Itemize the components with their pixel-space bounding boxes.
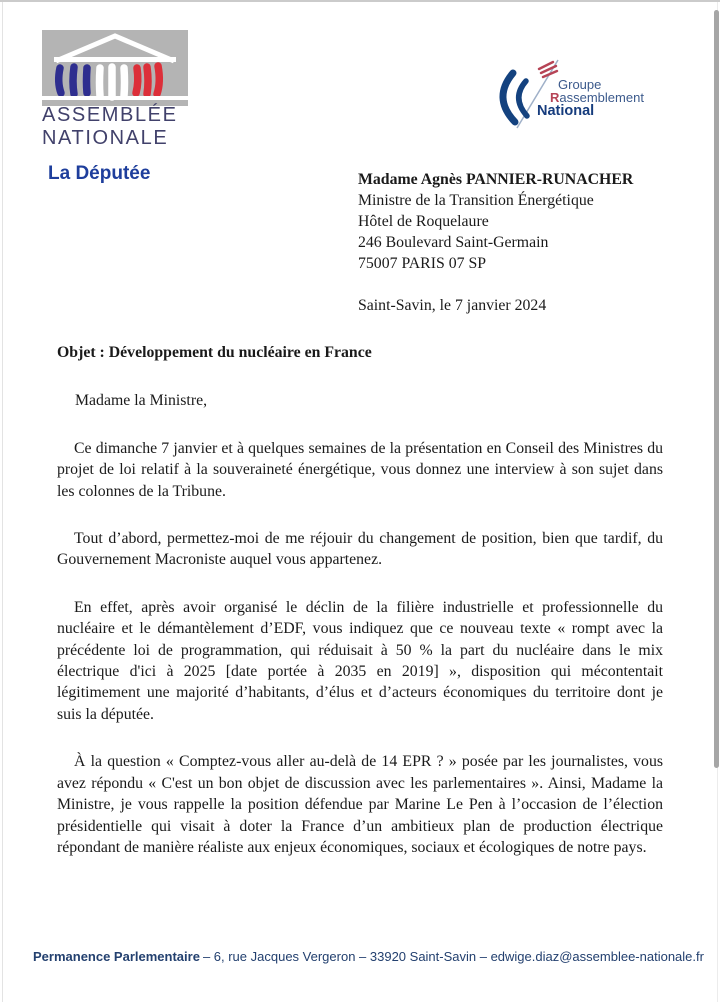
rn-wordmark-line2-rest: assemblement bbox=[559, 90, 644, 106]
rn-wordmark-line3: National bbox=[537, 102, 595, 119]
paragraph-2: Tout d’abord, permettez-moi de me réjouir du changement de position, bien que tardif, du Gouvernement Macroniste auquel vous appartenez. bbox=[57, 530, 663, 569]
recipient-address-line: 75007 PARIS 07 SP bbox=[358, 255, 487, 272]
paragraph-1: Ce dimanche 7 janvier et à quelques semaines de la présentation en Conseil des Ministres du projet de loi relatif à la souveraineté énergétique, vous donnez une interview à son sujet dans les colonnes de la Tribune. bbox=[57, 439, 663, 500]
scrollbar-thumb[interactable] bbox=[714, 10, 719, 768]
rassemblement-national-logo bbox=[490, 54, 700, 134]
an-wordmark bbox=[42, 104, 188, 150]
rn-arcs bbox=[503, 73, 527, 122]
letter-body bbox=[57, 342, 663, 884]
recipient-address-line: Ministre de la Transition Énergétique bbox=[358, 192, 594, 209]
footer-office-label: Permanence Parlementaire bbox=[33, 949, 200, 964]
recipient-address-line: 246 Boulevard Saint-Germain bbox=[358, 234, 549, 251]
an-architrave-line bbox=[54, 57, 176, 62]
dateline: Saint-Savin, le 7 janvier 2024 bbox=[358, 297, 547, 314]
footer bbox=[33, 949, 704, 964]
recipient-address-line: Hôtel de Roquelaure bbox=[358, 213, 489, 230]
an-stylobate-line bbox=[42, 96, 188, 100]
sender-role-label: La Députée bbox=[48, 163, 151, 184]
rn-wordmark-line1: Groupe bbox=[558, 77, 602, 92]
an-columns-white bbox=[100, 67, 125, 97]
rn-wordmark bbox=[537, 78, 644, 118]
page-left-edge bbox=[2, 2, 3, 1002]
paragraph-4: À la question « Comptez-vous aller au-delà de 14 EPR ? » posée par les journalistes, vous avez répondu « C'est un bon objet de discussion avec les parlementaires ». Ainsi, Madame la Ministre, je vous rappelle la position défendue par Marine Le Pen à l’occasion de l’élection présidentielle qui visait à doter la France d’un ambitieux plan de production électrique répondant de manière réaliste aux enjeux économiques, sociaux et écologiques de notre pays. bbox=[57, 753, 663, 856]
paragraph-3: En effet, après avoir organisé le déclin de la filière industrielle et professionnelle du nucléaire et le démantèlement d’EDF, vous indiquez que ce nouveau texte « rompt avec la précédente loi de programmation, qui réduisait à 50 % la part du nucléaire dans le mix électrique d'ici à 2025 [date portée à 2035 en 2019] », disposition qui mécontentait légitimement une majorité d’habitants, d’élus et d’acteurs économiques du territoire dont je suis la députée. bbox=[57, 598, 663, 723]
an-columns-red bbox=[136, 66, 159, 94]
footer-details: – 6, rue Jacques Vergeron – 33920 Saint-Savin – edwige.diaz@assemblee-nationale.fr bbox=[202, 949, 704, 964]
an-wordmark-line2: NATIONALE bbox=[42, 127, 169, 149]
recipient-block bbox=[358, 169, 633, 274]
an-building-icon bbox=[42, 30, 188, 106]
rn-initial-r: R bbox=[550, 90, 560, 106]
an-wordmark-line1: ASSEMBLÉE bbox=[42, 104, 178, 126]
rn-stripes bbox=[539, 62, 557, 77]
salutation: Madame la Ministre, bbox=[75, 392, 208, 410]
assemblee-nationale-logo bbox=[42, 30, 192, 184]
subject-line: Objet : Développement du nucléaire en France bbox=[57, 344, 372, 361]
recipient-name: Madame Agnès PANNIER-RUNACHER bbox=[358, 171, 634, 188]
